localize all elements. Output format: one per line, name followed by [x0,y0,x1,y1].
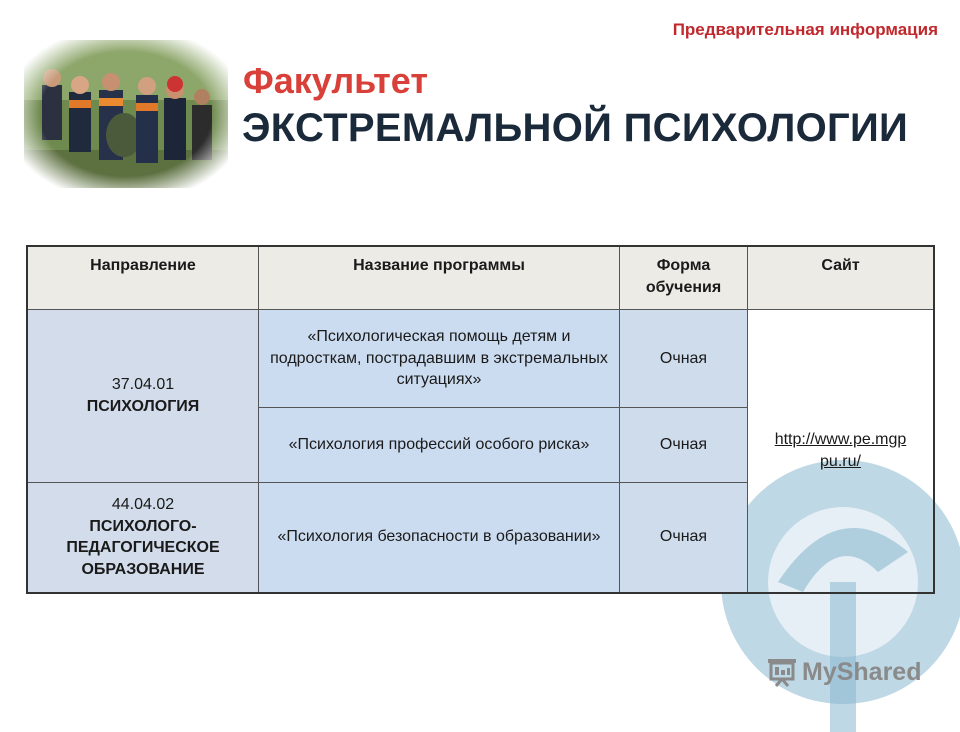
table-row [27,310,934,408]
direction-name-line1: ПСИХОЛОГО- [89,517,197,535]
direction-code: 37.04.01 [111,376,175,394]
direction-code: 44.04.02 [111,496,175,514]
table-header-row [27,246,934,310]
program-name-cell: «Психология безопасности в образовании» [259,483,620,593]
rescuers-photo [24,40,228,188]
programs-table [26,245,935,594]
preliminary-info-label: Предварительная информация [672,20,938,39]
header-form-line1: Форма [656,257,711,274]
header-form-line2: обучения [645,278,722,296]
study-form-cell: Очная [620,483,748,593]
program-name-cell: «Психология профессий особого риска» [259,408,620,483]
site-cell [748,310,935,593]
header-study-form [620,246,748,310]
direction-name-line2: ПЕДАГОГИЧЕСКОЕ [66,539,220,557]
direction-cell-psychology [27,310,259,483]
header-program-name: Название программы [259,246,620,310]
direction-name-line3: ОБРАЗОВАНИЕ [81,560,205,578]
header-direction: Направление [27,246,259,310]
myshared-watermark [766,657,921,687]
header-site: Сайт [748,246,935,310]
study-form-cell: Очная [620,310,748,408]
myshared-brand: MyShared [802,657,922,686]
direction-cell-ped-psychology [27,483,259,593]
study-form-cell: Очная [620,408,748,483]
direction-name: ПСИХОЛОГИЯ [86,398,200,415]
faculty-name: ЭКСТРЕМАЛЬНОЙ ПСИХОЛОГИИ [242,106,909,150]
faculty-label: Факультет [243,60,428,101]
program-name-cell: «Психологическая помощь детям и подросткам, пострадавшим в экстремальных ситуациях» [259,310,620,408]
presentation-icon [766,657,798,687]
site-link[interactable]: http://www.pe.mgp pu.ru/ [774,431,907,470]
